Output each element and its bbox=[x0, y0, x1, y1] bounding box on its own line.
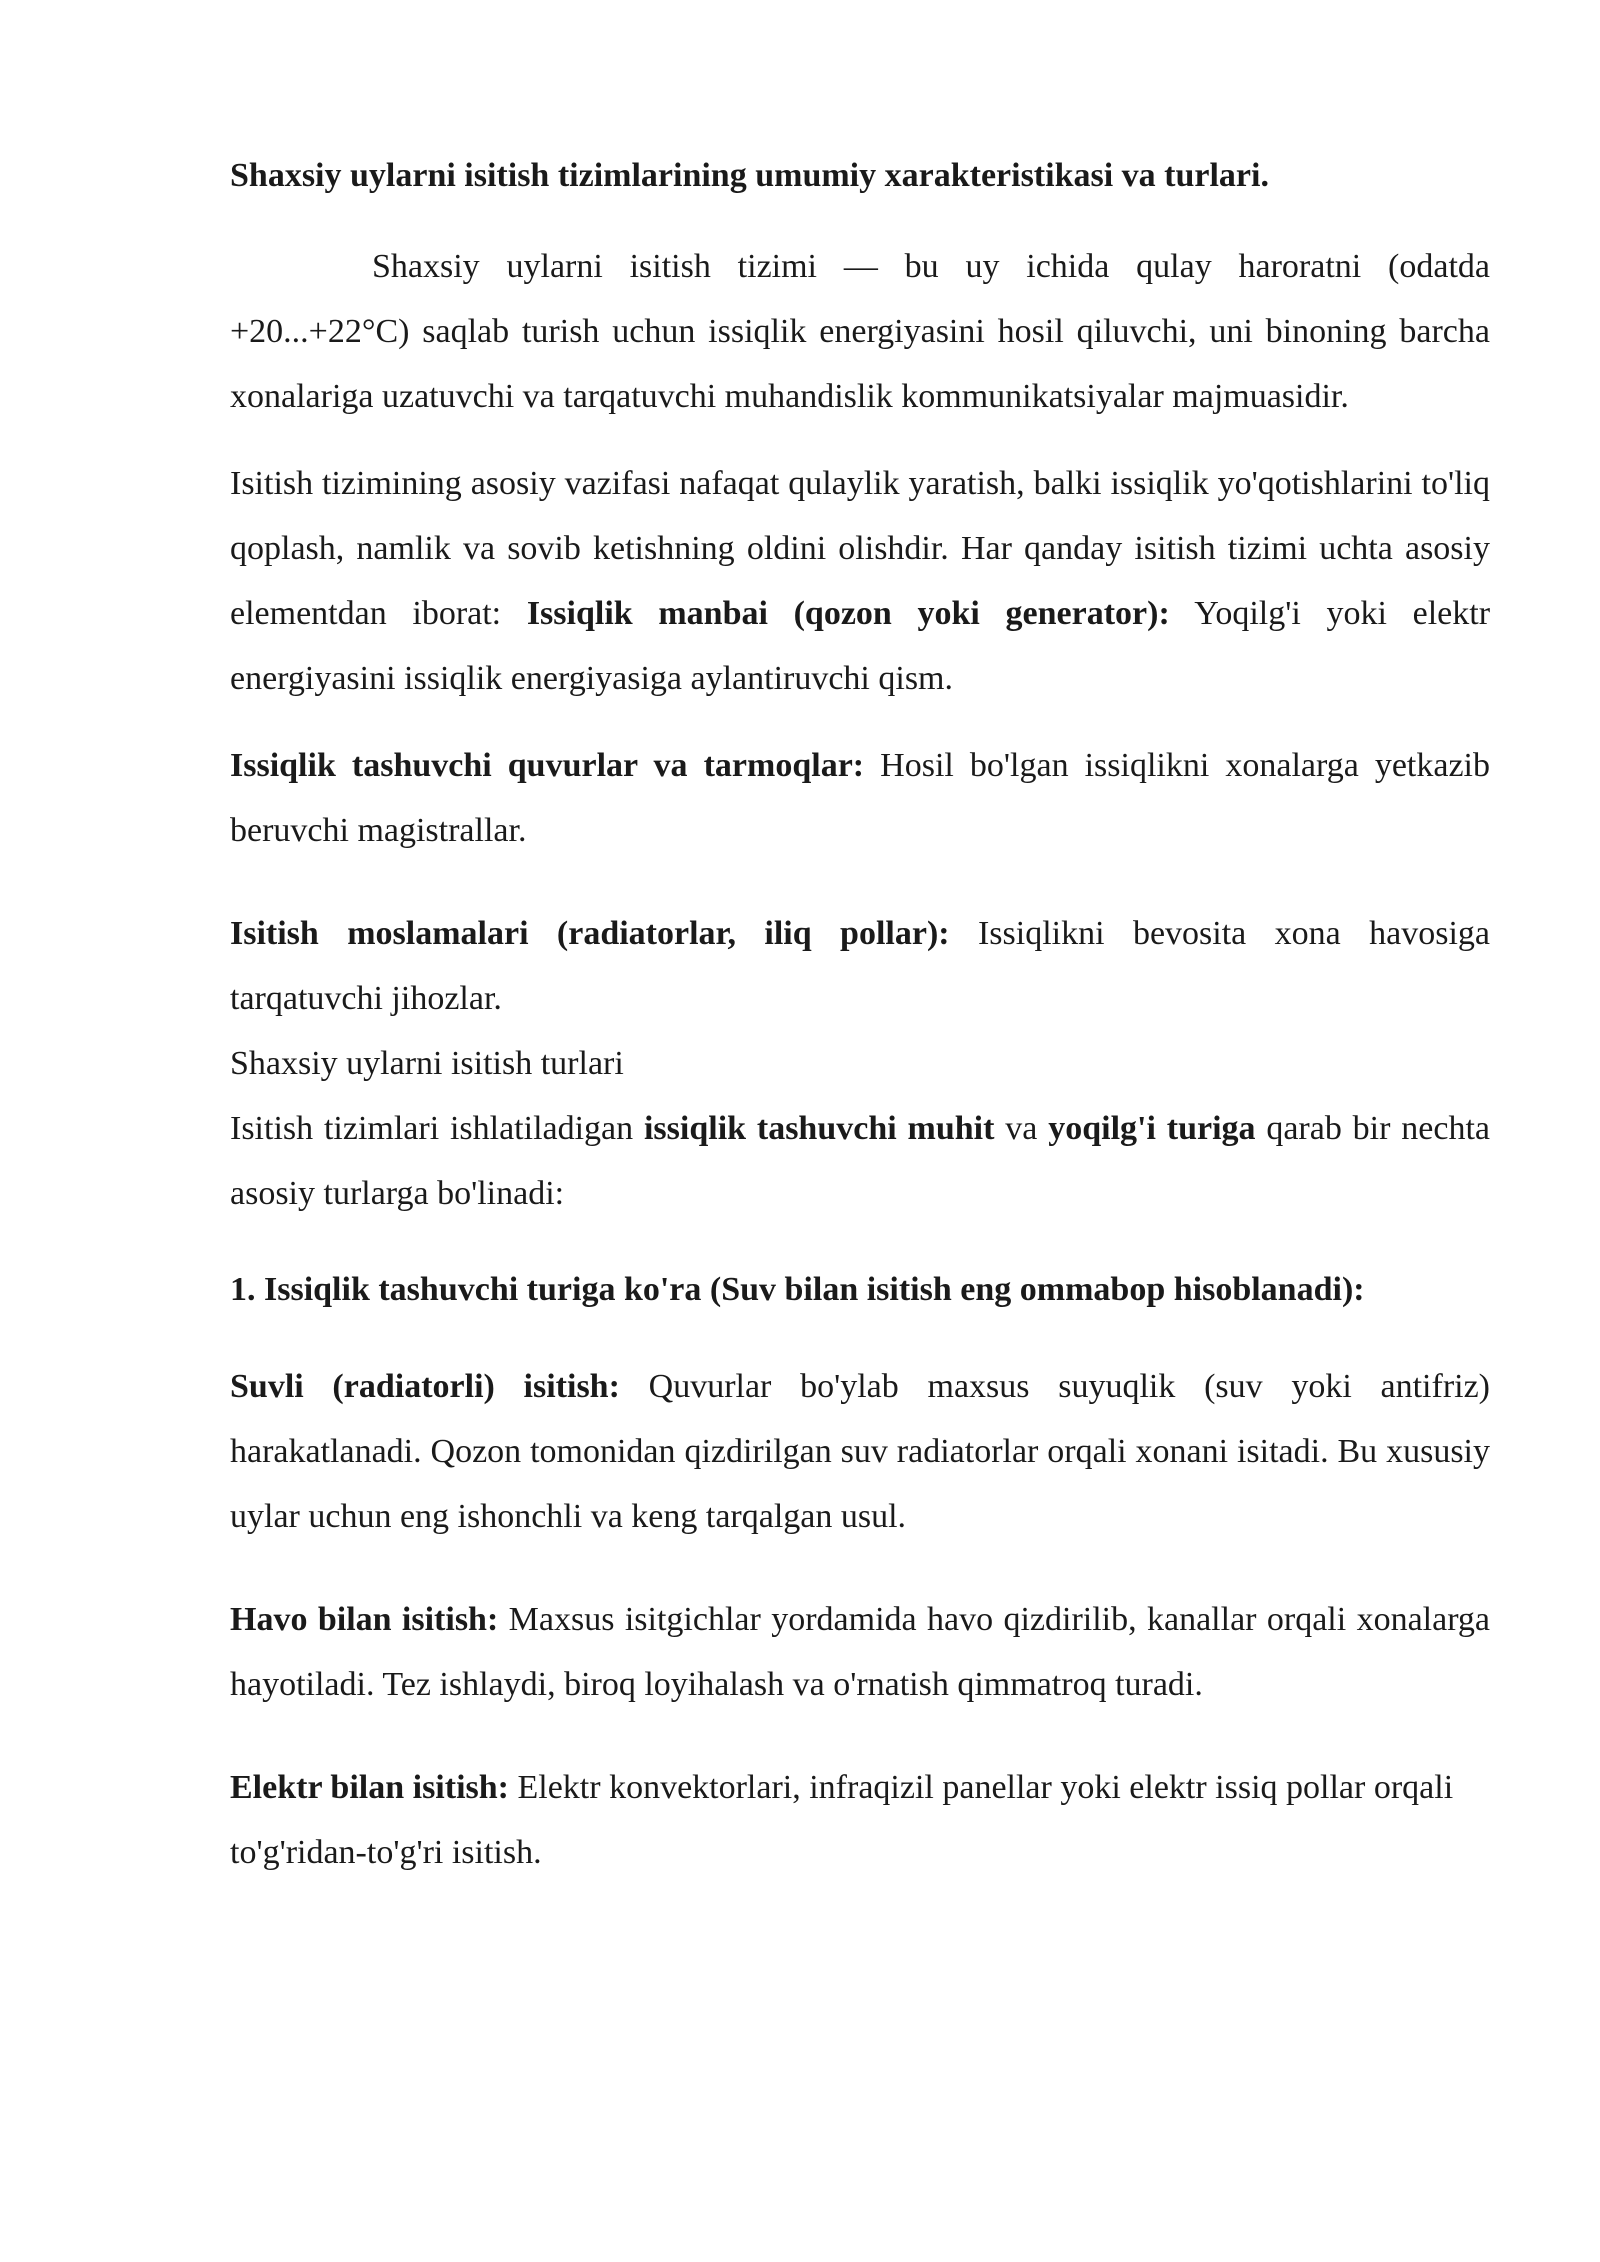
pipes-paragraph bbox=[230, 733, 1490, 863]
tasks-text: Isitish tizimining asosiy vazifasi nafaqat qulaylik yaratish, balki issiqlik yo'qotishlarini to'liq qoplash, namlik va sovib ketishning oldini olishdir. Har qanday isitish tizimi uchta asosiy elementdan iborat: bbox=[230, 465, 1490, 632]
section-1-heading: 1. Issiqlik tashuvchi turiga ko'ra (Suv bilan isitish eng ommabop hisoblanadi): bbox=[230, 1271, 1365, 1308]
air-heating-term: Havo bilan isitish: bbox=[230, 1601, 499, 1638]
pipes-description: Hosil bo'lgan issiqlikni xonalarga yetkazib beruvchi magistrallar. bbox=[230, 747, 1490, 849]
types-heading: Shaxsiy uylarni isitish turlari bbox=[230, 1045, 624, 1082]
electric-heating-term: Elektr bilan isitish: bbox=[230, 1769, 509, 1806]
document-title: Shaxsiy uylarni isitish tizimlarining umumiy xarakteristikasi va turlari. bbox=[230, 157, 1269, 194]
water-heating-term: Suvli (radiatorli) isitish: bbox=[230, 1368, 620, 1405]
types-intro-part-1: Isitish tizimlari ishlatiladigan bbox=[230, 1110, 644, 1147]
air-heating-paragraph bbox=[230, 1587, 1490, 1717]
types-intro-part-2: va bbox=[994, 1110, 1049, 1147]
devices-paragraph bbox=[230, 901, 1490, 1031]
devices-term: Isitish moslamalari (radiatorlar, iliq pollar): bbox=[230, 915, 950, 952]
types-intro-paragraph bbox=[230, 1096, 1490, 1226]
pipes-term: Issiqlik tashuvchi quvurlar va tarmoqlar: bbox=[230, 747, 865, 784]
water-heating-paragraph bbox=[230, 1354, 1490, 1549]
heat-source-term: Issiqlik manbai (qozon yoki generator): bbox=[526, 595, 1170, 632]
tasks-paragraph bbox=[230, 451, 1490, 711]
document-page bbox=[230, 150, 1490, 1885]
water-heating-description: Quvurlar bo'ylab maxsus suyuqlik (suv yoki antifriz) harakatlanadi. Qozon tomonidan qizdirilgan suv radiatorlar orqali xonani isitadi. Bu xususiy uylar uchun eng ishonchli va keng tarqalgan usul. bbox=[230, 1368, 1490, 1535]
types-intro-bold-2: yoqilg'i turiga bbox=[1048, 1110, 1256, 1147]
electric-heating-paragraph bbox=[230, 1755, 1490, 1885]
devices-description: Issiqlikni bevosita xona havosiga tarqatuvchi jihozlar. bbox=[230, 915, 1490, 1017]
electric-heating-description: Elektr konvektorlari, infraqizil panellar yoki elektr issiq pollar orqali to'g'ridan-to'g'ri isitish. bbox=[230, 1769, 1454, 1871]
types-intro-bold-1: issiqlik tashuvchi muhit bbox=[643, 1110, 995, 1147]
air-heating-description: Maxsus isitgichlar yordamida havo qizdirilib, kanallar orqali xonalarga hayotiladi. Tez ishlaydi, biroq loyihalash va o'rnatish qimmatroq turadi. bbox=[230, 1601, 1491, 1703]
types-intro-part-3: qarab bir nechta asosiy turlarga bo'linadi: bbox=[230, 1110, 1490, 1212]
intro-paragraph: Shaxsiy uylarni isitish tizimi — bu uy ichida qulay haroratni (odatda +20...+22°C) saqlab turish uchun issiqlik energiyasini hosil qiluvchi, uni binoning barcha xonalariga uzatuvchi va tarqatuvchi muhandislik kommunikatsiyalar majmuasidir. bbox=[230, 248, 1490, 415]
heat-source-description: Yoqilg'i yoki elektr energiyasini issiqlik energiyasiga aylantiruvchi qism. bbox=[230, 595, 1491, 697]
